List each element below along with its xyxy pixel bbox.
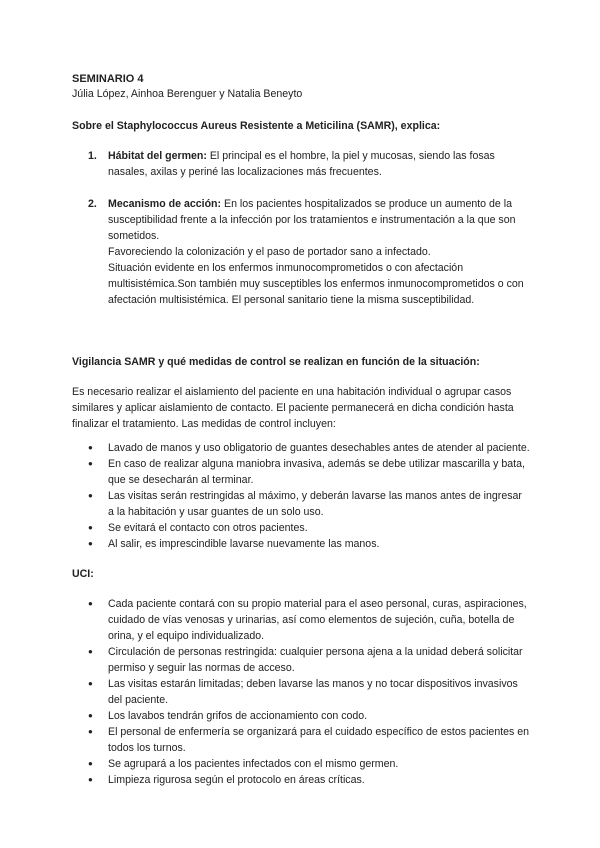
- list-item: ● Limpieza rigurosa según el protocolo en áreas críticas.: [108, 772, 530, 788]
- section-heading-vigilancia: Vigilancia SAMR y qué medidas de control se realizan en función de la situación:: [72, 356, 480, 368]
- list-item: ● Al salir, es imprescindible lavarse nuevamente las manos.: [108, 536, 530, 552]
- list-item: ● En caso de realizar alguna maniobra invasiva, además se debe utilizar mascarilla y bata, que se desecharán al terminar.: [108, 456, 530, 488]
- list-item-habitat: [88, 148, 530, 180]
- list-item: ● Cada paciente contará con su propio material para el aseo personal, curas, aspiraciones, cuidado de vías venosas y urinarias, así como elementos de sujeción, cuña, botella de orina, y el equipo individualizado.: [108, 596, 530, 644]
- item-paragraph: Situación evidente en los enfermos inmunocomprometidos o con afectación multisistémica.Son también muy susceptibles los enfermos inmunocomprometidos o con afectación multisistémica. El personal sanitario tiene la misma susceptibilidad.: [108, 262, 524, 306]
- control-measures-list: [72, 440, 530, 552]
- item-text: En los pacientes hospitalizados se produce un aumento de la susceptibilidad frente a la infección por los tratamientos e instrumentación a la que son sometidos.: [108, 198, 516, 242]
- list-item: ● Las visitas serán restringidas al máximo, y deberán lavarse las manos antes de ingresar a la habitación y usar guantes de un solo uso.: [108, 488, 530, 520]
- uci-measures-list: [72, 596, 530, 788]
- item-label: Mecanismo de acción:: [108, 198, 222, 210]
- section-intro: Es necesario realizar el aislamiento del paciente en una habitación individual o agrupar casos similares y aplicar aislamiento de contacto. El paciente permanecerá en dicha condición hasta finalizar el tratamiento. Las medidas de control incluyen:: [72, 386, 514, 430]
- item-text: El principal es el hombre, la piel y mucosas, siendo las fosas nasales, axilas y periné las localizaciones más frecuentes.: [108, 150, 495, 178]
- document-authors: Júlia López, Ainhoa Berenguer y Natalia Beneyto: [72, 88, 303, 100]
- section-heading-uci: UCI:: [72, 568, 94, 580]
- item-label: Hábitat del germen:: [108, 150, 207, 162]
- list-number: 2.: [88, 198, 97, 210]
- list-item: ● El personal de enfermería se organizará para el cuidado específico de estos pacientes en todos los turnos.: [108, 724, 530, 756]
- numbered-list: [72, 148, 530, 308]
- section-heading-samr: Sobre el Staphylococcus Aureus Resistente a Meticilina (SAMR), explica:: [72, 120, 441, 132]
- document-title: SEMINARIO 4: [72, 73, 144, 85]
- list-item: ● Se agrupará a los pacientes infectados con el mismo germen.: [108, 756, 530, 772]
- list-item: ● Las visitas estarán limitadas; deben lavarse las manos y no tocar dispositivos invasivos del paciente.: [108, 676, 530, 708]
- list-item: ● Lavado de manos y uso obligatorio de guantes desechables antes de atender al paciente.: [108, 440, 530, 456]
- item-paragraph: Favoreciendo la colonización y el paso de portador sano a infectado.: [108, 246, 431, 258]
- list-item: ● Los lavabos tendrán grifos de accionamiento con codo.: [108, 708, 530, 724]
- list-item: ● Circulación de personas restringida: cualquier persona ajena a la unidad deberá solicitar permiso y seguir las normas de acceso.: [108, 644, 530, 676]
- list-item: ● Se evitará el contacto con otros pacientes.: [108, 520, 530, 536]
- list-number: 1.: [88, 150, 97, 162]
- list-item-mecanismo: [88, 196, 530, 308]
